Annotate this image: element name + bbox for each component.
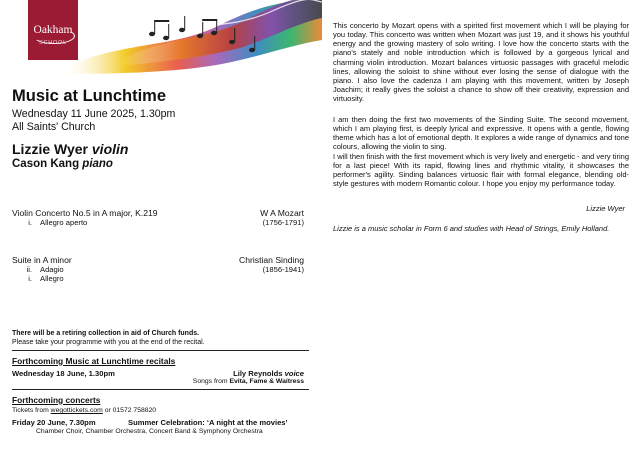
programme-movement: i. Allegro [28, 274, 64, 283]
notes-paragraph: I am then doing the first two movements of the Sinding Suite. The second movement, which I am playing first, is deeply lyrical and expressive. It opens with a gentle, flowing theme which has a lot of emotional depth. It explores a wide range of dynamics and tone colours, allowing the violin to sing. [333, 115, 629, 152]
concert-title: Summer Celebration: ‘A night at the movies’ [128, 418, 288, 427]
section-heading-lunchtime: Forthcoming Music at Lunchtime recitals [12, 356, 176, 366]
programme-movement: ii. Adagio [26, 265, 64, 274]
programme-notice: Please take your programme with you at the end of the recital. [12, 339, 205, 346]
programme-notes-sinding [333, 115, 629, 188]
programme-work-title: Suite in A minor [12, 255, 72, 265]
programme-composer: W A Mozart [260, 208, 304, 218]
tickets-info: Tickets from wegottickets.com or 01572 758820 [12, 407, 157, 414]
programme-work-title: Violin Concerto No.5 in A major, K.219 [12, 208, 158, 218]
accompanist-instrument: piano [82, 158, 113, 170]
soloist-name: Lizzie Wyer [12, 141, 88, 157]
divider [12, 350, 309, 351]
collection-notice: There will be a retiring collection in aid of Church funds. [12, 330, 200, 337]
notes-paragraph: I will then finish with the first movement which is very lively and energetic - and very tiring for a last piece! With its rapid, flowing lines and rhythmic vitality, it showcases the performer's agility. Sinding balances virtuosic flair with formal elegance, blending old-style gestures with modern Romantic colour. I hope you enjoy my performance today. [333, 151, 629, 189]
event-description: Songs from Evita, Fame & Waitress [192, 378, 304, 385]
notes-signature: Lizzie Wyer [586, 204, 625, 213]
performer-bio: Lizzie is a music scholar in Form 6 and studies with Head of Strings, Emily Holland. [333, 224, 610, 233]
soloist-line [12, 141, 128, 157]
programme-movement: i. Allegro aperto [28, 218, 88, 227]
tickets-link[interactable]: wegottickets.com [50, 407, 103, 414]
event-date: Wednesday 18 June, 1.30pm [12, 369, 115, 378]
recital-date: Wednesday 11 June 2025, 1.30pm [12, 108, 176, 120]
programme-composer-dates: (1856-1941) [262, 265, 304, 274]
concert-ensembles: Chamber Choir, Chamber Orchestra, Concert Band & Symphony Orchestra [36, 428, 263, 435]
logo-subtitle: SCHOOL [38, 40, 68, 46]
notes-paragraph: This concerto by Mozart opens with a spirited first movement which I will be playing for you today. This concerto was written when Mozart was just 19, and it shows his youthful energy and the growing mastery of solo writing. I love how the concerto starts with the piano's stately and noble introduction which is followed by a gorgeous lyrical and charming violin introduction. Mozart balances virtuosic passages with graceful melodic lines, allowing the soloist to shine without ever losing the sense of dialogue with the piano. I also love the cadenza I am playing with this movement, written by Joseph Joachim; it really gives the soloist a chance to show off their creativity, expression and virtuosity. [333, 21, 629, 104]
recital-venue: All Saints' Church [12, 121, 96, 133]
section-heading-concerts: Forthcoming concerts [12, 395, 101, 405]
divider [12, 389, 309, 390]
programme-notes [333, 21, 629, 103]
programme-composer: Christian Sinding [239, 255, 304, 265]
page-title: Music at Lunchtime [12, 87, 167, 105]
soloist-instrument: violin [91, 141, 129, 157]
accompanist-name: Cason Kang [12, 158, 80, 170]
event-performer: Lily Reynolds voice [233, 369, 304, 378]
logo-wordmark: Oakham [33, 24, 73, 36]
concert-date: Friday 20 June, 7.30pm [12, 418, 96, 427]
school-logo [28, 0, 78, 60]
accompanist-line [12, 158, 113, 170]
programme-composer-dates: (1756-1791) [262, 218, 304, 227]
